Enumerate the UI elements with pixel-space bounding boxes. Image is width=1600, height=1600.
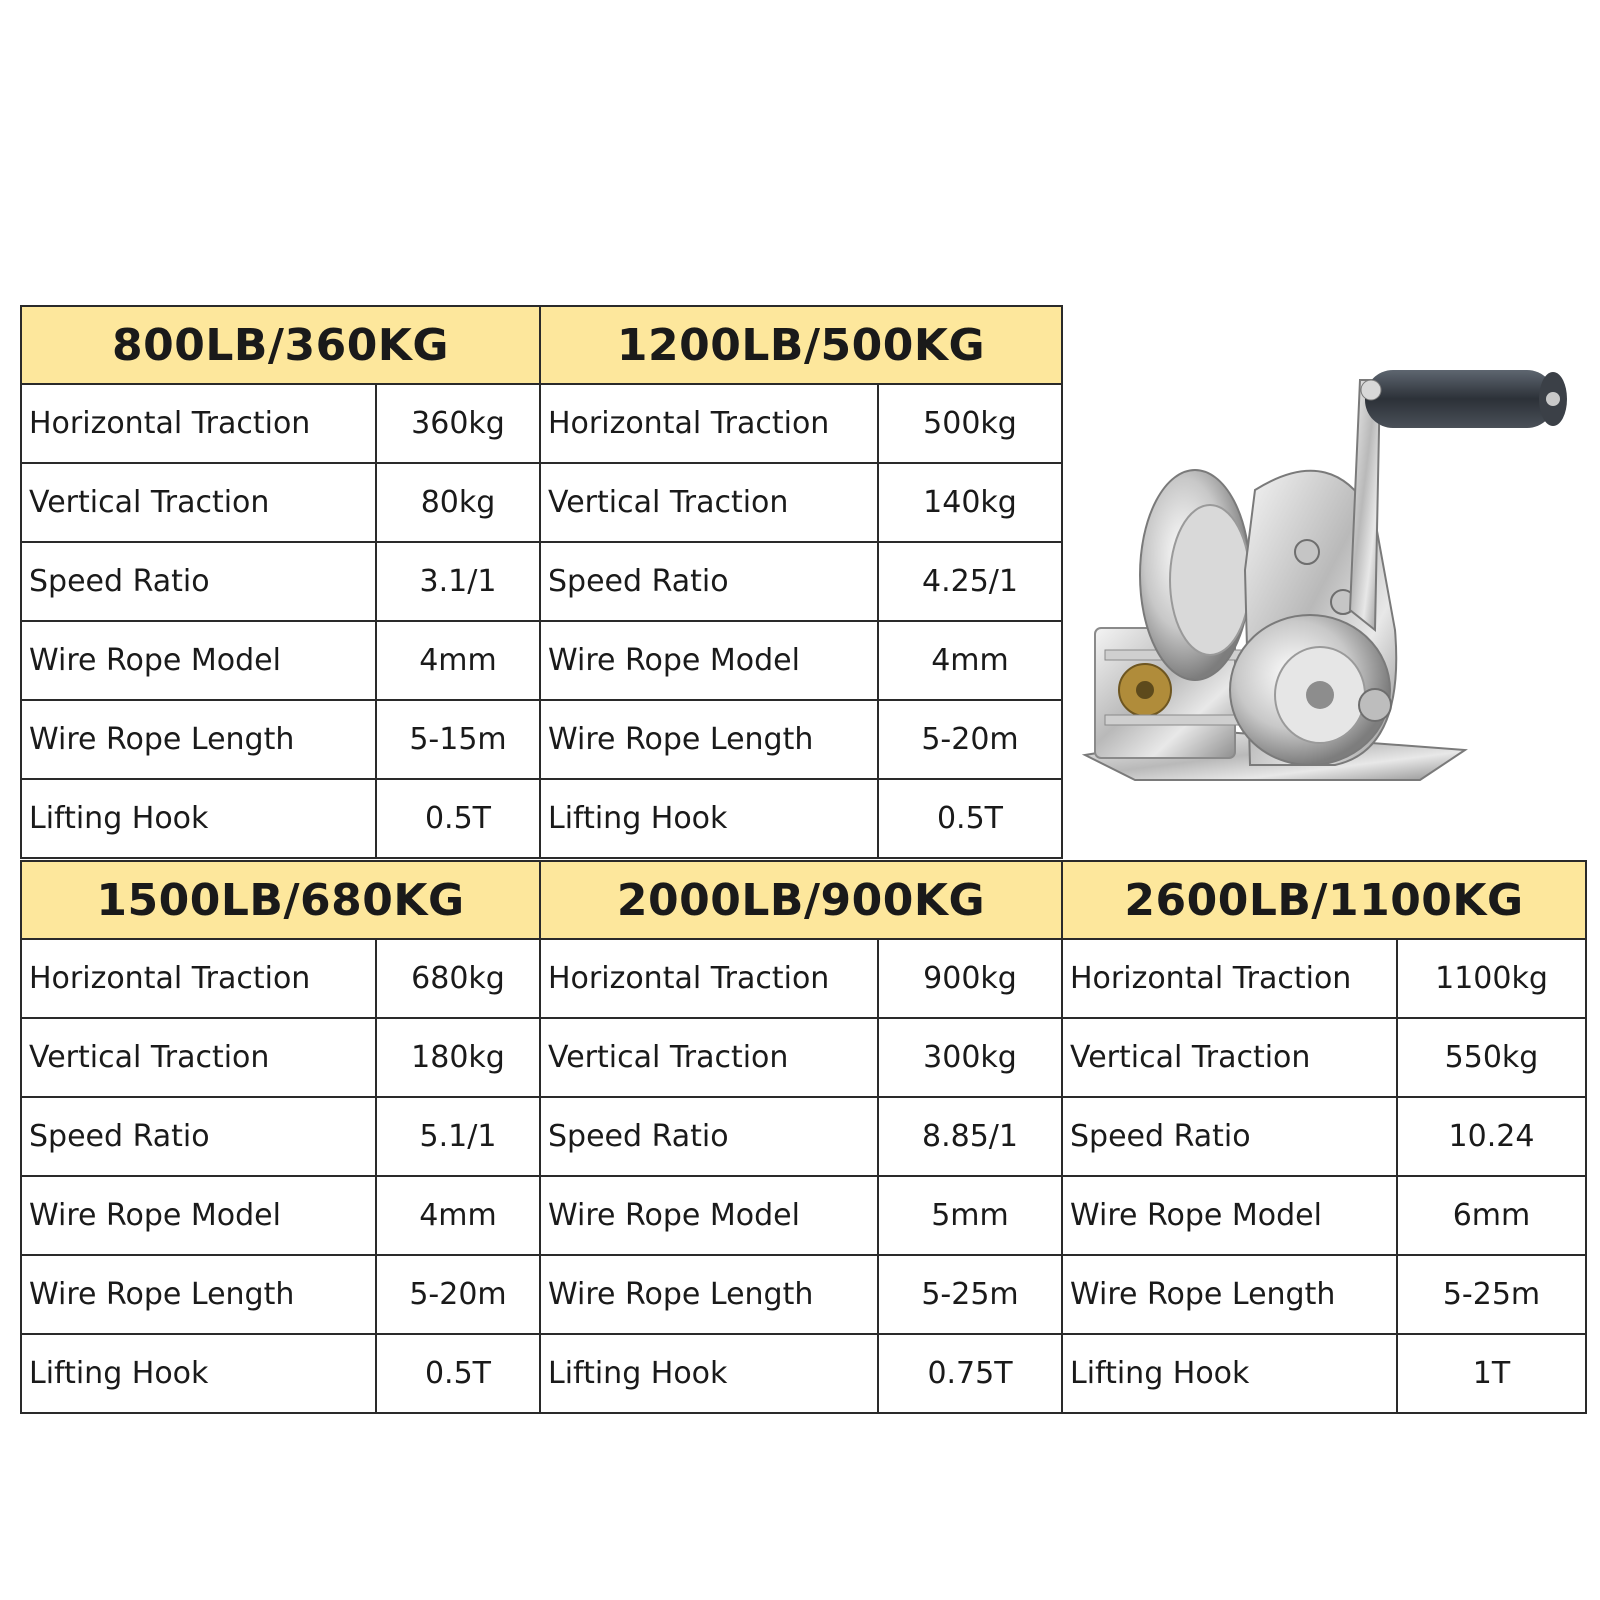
table-title: 1200LB/500KG (540, 306, 1062, 384)
table-row (21, 779, 540, 858)
spec-table-1200lb (539, 305, 1063, 859)
row-value: 0.5T (376, 779, 540, 858)
row-value: 500kg (878, 384, 1062, 463)
table-row (21, 384, 540, 463)
table-title: 2600LB/1100KG (1062, 861, 1586, 939)
row-value: 4mm (878, 621, 1062, 700)
row-label: Wire Rope Model (21, 1176, 376, 1255)
row-label: Horizontal Traction (540, 384, 878, 463)
row-value: 4mm (376, 621, 540, 700)
row-label: Vertical Traction (540, 1018, 878, 1097)
row-value: 550kg (1397, 1018, 1586, 1097)
table-row (540, 779, 1062, 858)
row-label: Vertical Traction (540, 463, 878, 542)
table-row (1062, 1176, 1586, 1255)
table-row (21, 542, 540, 621)
row-value: 300kg (878, 1018, 1062, 1097)
row-label: Speed Ratio (1062, 1097, 1397, 1176)
table-row (540, 1097, 1062, 1176)
row-label: Speed Ratio (21, 1097, 376, 1176)
table-title: 2000LB/900KG (540, 861, 1062, 939)
row-value: 5-25m (878, 1255, 1062, 1334)
row-value: 5-20m (878, 700, 1062, 779)
row-label: Horizontal Traction (21, 384, 376, 463)
row-label: Wire Rope Length (1062, 1255, 1397, 1334)
table-row (540, 384, 1062, 463)
table-row (1062, 1018, 1586, 1097)
row-label: Speed Ratio (540, 542, 878, 621)
table-row (540, 1334, 1062, 1413)
row-label: Lifting Hook (21, 779, 376, 858)
spec-table-2000lb (539, 860, 1063, 1414)
table-row (1062, 1097, 1586, 1176)
row-label: Wire Rope Length (21, 1255, 376, 1334)
row-label: Horizontal Traction (540, 939, 878, 1018)
row-label: Horizontal Traction (21, 939, 376, 1018)
table-row (21, 1255, 540, 1334)
table-row (21, 700, 540, 779)
row-label: Vertical Traction (21, 1018, 376, 1097)
table-row (540, 700, 1062, 779)
row-value: 0.5T (376, 1334, 540, 1413)
row-value: 5-25m (1397, 1255, 1586, 1334)
table-row (540, 1018, 1062, 1097)
table-row (21, 621, 540, 700)
table-row (1062, 1334, 1586, 1413)
row-label: Horizontal Traction (1062, 939, 1397, 1018)
table-row (21, 1334, 540, 1413)
row-label: Wire Rope Model (21, 621, 376, 700)
table-row (540, 939, 1062, 1018)
row-value: 1T (1397, 1334, 1586, 1413)
row-label: Wire Rope Length (540, 700, 878, 779)
row-value: 0.75T (878, 1334, 1062, 1413)
row-value: 5-20m (376, 1255, 540, 1334)
spec-table-800lb (20, 305, 541, 859)
row-label: Wire Rope Length (21, 700, 376, 779)
row-label: Vertical Traction (21, 463, 376, 542)
row-value: 3.1/1 (376, 542, 540, 621)
row-value: 80kg (376, 463, 540, 542)
row-value: 5mm (878, 1176, 1062, 1255)
spec-table-1500lb (20, 860, 541, 1414)
row-value: 900kg (878, 939, 1062, 1018)
row-label: Speed Ratio (21, 542, 376, 621)
row-value: 4.25/1 (878, 542, 1062, 621)
row-value: 360kg (376, 384, 540, 463)
table-title: 1500LB/680KG (21, 861, 540, 939)
row-value: 180kg (376, 1018, 540, 1097)
table-row (540, 1176, 1062, 1255)
row-label: Wire Rope Model (540, 1176, 878, 1255)
row-value: 4mm (376, 1176, 540, 1255)
row-label: Lifting Hook (540, 1334, 878, 1413)
table-row (21, 1097, 540, 1176)
table-row (21, 1176, 540, 1255)
hand-winch-icon (1075, 370, 1590, 810)
row-value: 6mm (1397, 1176, 1586, 1255)
table-row (21, 939, 540, 1018)
table-row (540, 542, 1062, 621)
row-label: Lifting Hook (1062, 1334, 1397, 1413)
row-value: 8.85/1 (878, 1097, 1062, 1176)
row-label: Wire Rope Model (1062, 1176, 1397, 1255)
row-value: 10.24 (1397, 1097, 1586, 1176)
table-row (540, 621, 1062, 700)
row-value: 1100kg (1397, 939, 1586, 1018)
row-value: 5-15m (376, 700, 540, 779)
table-title: 800LB/360KG (21, 306, 540, 384)
table-row (21, 463, 540, 542)
row-label: Lifting Hook (540, 779, 878, 858)
table-row (21, 1018, 540, 1097)
row-label: Lifting Hook (21, 1334, 376, 1413)
row-value: 680kg (376, 939, 540, 1018)
spec-table-2600lb (1061, 860, 1587, 1414)
row-value: 0.5T (878, 779, 1062, 858)
table-row (1062, 939, 1586, 1018)
row-value: 140kg (878, 463, 1062, 542)
row-label: Speed Ratio (540, 1097, 878, 1176)
row-value: 5.1/1 (376, 1097, 540, 1176)
table-row (1062, 1255, 1586, 1334)
table-row (540, 463, 1062, 542)
row-label: Vertical Traction (1062, 1018, 1397, 1097)
table-row (540, 1255, 1062, 1334)
row-label: Wire Rope Model (540, 621, 878, 700)
row-label: Wire Rope Length (540, 1255, 878, 1334)
